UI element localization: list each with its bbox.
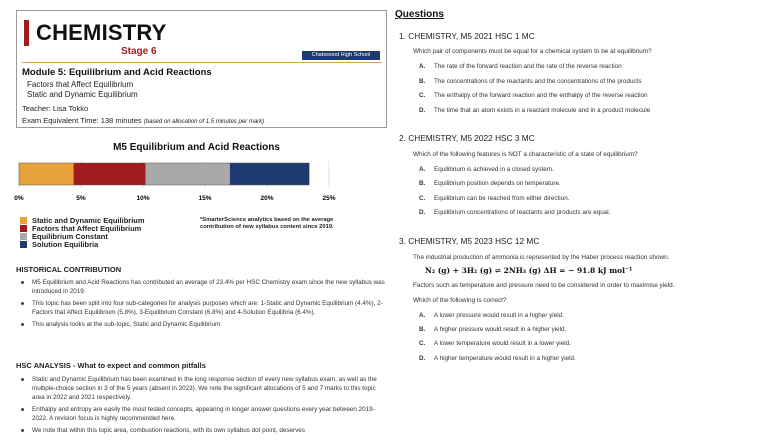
right-column [393,0,784,441]
analysis-heading: HSC ANALYSIS - What to expect and common pitfalls [16,361,206,370]
question-1-option-c[interactable]: C. The enthalpy of the forward reaction and the enthalpy of the reverse reaction [419,92,648,99]
question-1-title: 1. CHEMISTRY, M5 2021 HSC 1 MC [399,31,535,41]
historical-heading: HISTORICAL CONTRIBUTION [16,265,122,274]
x-tick-label: 10% [136,195,150,202]
analysis-list [16,375,388,438]
list-item: This analysis looks at the sub-topic, Static and Dynamic Equilibrium. [16,320,388,329]
question-1-option-b[interactable]: B. The concentrations of the reactants and the concentrations of the products [419,78,642,85]
x-tick-label: 5% [76,195,86,202]
exam-time-note: (based on allocation of 1.5 minutes per mark) [143,119,265,125]
question-2-title: 2. CHEMISTRY, M5 2022 HSC 3 MC [399,133,535,143]
topic-line-1: Factors that Affect Equilibrium [27,80,134,89]
contribution-chart [0,150,393,208]
legend-item [20,241,145,249]
exam-time [22,116,264,125]
header-divider [22,62,382,63]
question-1-option-d[interactable]: D. The time that an atom exists in a reactant molecule and in a product molecule [419,107,651,114]
school-badge: Chatswood High School [302,51,380,60]
teacher: Teacher: Lisa Tokko [22,104,89,113]
list-item: This topic has been split into four sub-categories for analysis purposes which are: 1-Static and Dynamic Equilibrium (4.4%), 2-Factors that Affect Equilibrium (5.8%), 3-Equilibrium Constant (6.8%) and 4-Solution Equilibria (6.4%). [16,299,388,317]
question-3-option-c[interactable]: C. A lower temperature would result in a lower yield. [419,340,571,347]
legend-swatch [20,217,27,224]
question-2-text: Which of the following features is NOT a characteristic of a state of equilibrium? [413,151,638,158]
question-2-option-b[interactable]: B. Equilibrium position depends on temperature. [419,180,561,187]
question-1-text: Which pair of components must be equal for a chemical system to be at equilibrium? [413,48,652,55]
question-3-option-b[interactable]: B. A higher pressure would result in a higher yield. [419,326,567,333]
x-tick-label: 15% [198,195,212,202]
legend-label: Factors that Affect Equilibrium [32,224,142,233]
question-2-option-a[interactable]: A. Equilibrium is achieved in a closed system. [419,166,554,173]
chart-note: *SmarterScience analytics based on the average contribution of new syllabus content since 2019. [200,217,334,230]
list-item: Static and Dynamic Equilibrium has been examined in the long response section of every new syllabus exam, as well as the multiple-choice section in 3 of the 5 years (absent in 2023). We note the significant allocations of 5 and 7 marks to this topic area in 2022 and 2021 respectively. [16,375,388,402]
module-title: Module 5: Equilibrium and Acid Reactions [22,67,212,78]
question-3-title: 3. CHEMISTRY, M5 2023 HSC 12 MC [399,236,540,246]
legend-swatch [20,233,27,240]
x-tick-label: 20% [260,195,274,202]
questions-heading: Questions [395,9,444,20]
chart-legend [20,217,145,249]
question-3-text-2: Factors such as temperature and pressure need to be considered in order to maximise yield. [413,282,675,289]
brand-accent-bar [24,20,29,46]
bar-segment [19,163,74,185]
x-tick-label: 25% [322,195,336,202]
bar-segment [145,163,229,185]
question-3-option-d[interactable]: D. A higher temperature would result in a higher yield. [419,355,576,362]
bar-segment [230,163,309,185]
header-card [16,10,387,128]
brand-stage: Stage 6 [121,46,157,57]
question-3-option-a[interactable]: A. A lower pressure would result in a higher yield. [419,312,564,319]
historical-list [16,278,388,332]
legend-swatch [20,241,27,248]
legend-label: Static and Dynamic Equilibrium [32,216,145,225]
question-3-text-3: Which of the following is correct? [413,297,507,304]
question-3-text: The industrial production of ammonia is represented by the Haber process reaction shown. [413,254,670,261]
question-1-option-a[interactable]: A. The rate of the forward reaction and the rate of the reverse reaction [419,63,622,70]
list-item: M5 Equilibrium and Acid Reactions has contributed an average of 23.4% per HSC Chemistry exam since the new syllabus was introduced in 2019. [16,278,388,296]
legend-swatch [20,225,27,232]
question-2-option-c[interactable]: C. Equilibrium can be reached from either direction. [419,195,570,202]
haber-equation: N₂ (g) + 3H₂ (g) ⇌ 2NH₃ (g) ΔH = − 91.8 kJ mol⁻¹ [425,266,633,275]
chart-title: M5 Equilibrium and Acid Reactions [113,142,280,153]
exam-time-value: Exam Equivalent Time: 138 minutes [22,116,142,125]
topic-line-2: Static and Dynamic Equilibrium [27,90,138,99]
question-2-option-d[interactable]: D. Equilibrium concentrations of reactants and products are equal. [419,209,611,216]
bar-segment [74,163,146,185]
legend-label: Solution Equilibria [32,240,99,249]
legend-label: Equilibrium Constant [32,232,108,241]
brand-title: CHEMISTRY [36,20,167,45]
list-item: Enthalpy and entropy are easily the most tested concepts, appearing in longer answer questions every year between 2019-2022. A revision focus is highly recommended here. [16,405,388,423]
x-tick-label: 0% [14,195,24,202]
list-item: We note that within this topic area, combustion reactions, with its own syllabus dot point, deserves [16,426,388,435]
